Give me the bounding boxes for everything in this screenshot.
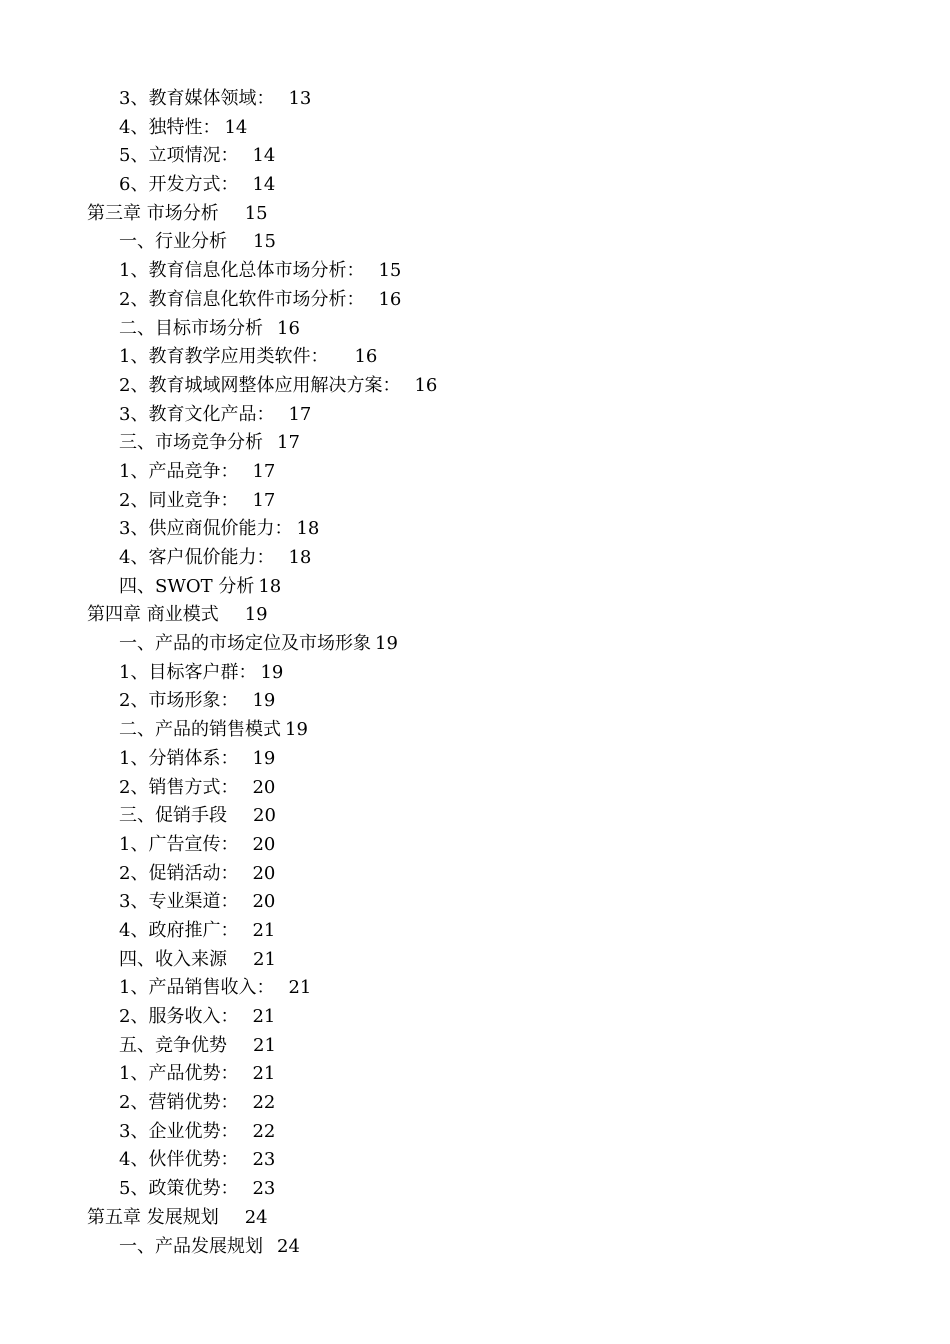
toc-entry-page-number: 21 (253, 948, 276, 970)
toc-entry-title: 2、教育城域网整体应用解决方案： (119, 374, 401, 396)
toc-entry-title: 四、收入来源 (119, 948, 227, 970)
toc-entry-title: 6、开发方式： (119, 174, 239, 196)
toc-entry-title: 2、同业竞争： (119, 489, 239, 511)
toc-entry-page-number: 14 (224, 116, 248, 138)
toc-entry-title: 一、产品发展规划 (119, 1235, 263, 1257)
toc-entry-page-number: 14 (252, 145, 276, 167)
toc-entry-page-number: 24 (277, 1235, 300, 1257)
toc-entry[interactable] (0, 315, 950, 344)
toc-entry-page-number: 19 (252, 690, 276, 712)
toc-entry-title: 1、教育信息化总体市场分析： (119, 260, 365, 282)
toc-entry-title: 一、产品的市场定位及市场形象 (119, 633, 371, 655)
toc-chapter-entry[interactable] (0, 200, 950, 229)
toc-entry-title: 2、市场形象： (119, 690, 239, 712)
toc-entry-title: 5、政策优势： (119, 1178, 239, 1200)
toc-entry-page-number: 15 (244, 202, 268, 224)
toc-entry[interactable] (0, 85, 950, 114)
toc-entry-title: 1、产品销售收入： (119, 977, 275, 999)
toc-entry[interactable] (0, 1060, 950, 1089)
toc-entry[interactable] (0, 974, 950, 1003)
toc-entry-title: 三、市场竞争分析 (119, 432, 263, 454)
toc-entry[interactable] (0, 774, 950, 803)
toc-entry[interactable] (0, 1032, 950, 1061)
toc-entry-page-number: 19 (252, 747, 276, 769)
toc-entry-title: 二、目标市场分析 (119, 317, 263, 339)
toc-entry[interactable] (0, 286, 950, 315)
toc-entry-page-number: 19 (285, 719, 308, 741)
toc-entry-page-number: 17 (252, 460, 276, 482)
toc-entry[interactable] (0, 544, 950, 573)
toc-entry[interactable] (0, 888, 950, 917)
toc-entry-title: 五、竞争优势 (119, 1034, 227, 1056)
toc-entry[interactable] (0, 401, 950, 430)
toc-entry-title: 1、产品竞争： (119, 460, 239, 482)
toc-entry-page-number: 21 (252, 1006, 276, 1027)
toc-entry-title: 3、专业渠道： (119, 891, 239, 913)
toc-entry[interactable] (0, 831, 950, 860)
toc-entry-page-number: 21 (252, 919, 276, 941)
toc-entry-page-number: 15 (378, 260, 402, 282)
toc-entry[interactable] (0, 142, 950, 171)
toc-entry-title: 一、行业分析 (119, 231, 227, 253)
toc-entry-title: 三、促销手段 (119, 805, 227, 827)
toc-entry[interactable] (0, 1175, 950, 1204)
toc-entry-title: 第五章 发展规划 (87, 1206, 219, 1228)
toc-entry-page-number: 19 (244, 604, 268, 626)
toc-entry-page-number: 18 (288, 547, 312, 568)
toc-entry-title: 2、销售方式： (119, 776, 239, 798)
toc-entry[interactable] (0, 917, 950, 946)
toc-entry-title: 3、企业优势： (119, 1120, 239, 1142)
toc-entry-title: 2、促销活动： (119, 862, 239, 884)
toc-entry-title: 3、教育文化产品： (119, 403, 275, 425)
toc-entry[interactable] (0, 487, 950, 516)
toc-entry-page-number: 22 (252, 1120, 276, 1142)
toc-entry-title: 2、服务收入： (119, 1006, 239, 1027)
toc-entry[interactable] (0, 372, 950, 401)
toc-entry-title: 1、分销体系： (119, 747, 239, 769)
toc-entry[interactable] (0, 745, 950, 774)
toc-entry[interactable] (0, 573, 950, 602)
toc-entry-title: 5、立项情况： (119, 145, 239, 167)
toc-entry-page-number: 17 (277, 432, 300, 454)
toc-entry[interactable] (0, 458, 950, 487)
toc-entry-title: 3、供应商侃价能力： (119, 518, 293, 540)
toc-entry-page-number: 20 (252, 891, 276, 913)
toc-entry-page-number: 14 (252, 174, 276, 196)
toc-entry[interactable] (0, 171, 950, 200)
toc-entry-page-number: 22 (252, 1092, 276, 1114)
toc-entry-page-number: 21 (288, 977, 312, 999)
toc-entry[interactable] (0, 114, 950, 143)
toc-entry[interactable] (0, 630, 950, 659)
toc-entry-title: 1、广告宣传： (119, 833, 239, 855)
toc-entry-title: 4、政府推广： (119, 919, 239, 941)
toc-entry-page-number: 17 (252, 489, 276, 511)
toc-entry-page-number: 13 (288, 88, 312, 109)
toc-entry[interactable] (0, 515, 950, 544)
toc-entry-page-number: 20 (252, 833, 276, 855)
toc-entry-page-number: 18 (296, 518, 320, 540)
toc-entry-title: 四、SWOT 分析 (119, 575, 255, 597)
toc-entry-title: 4、伙伴优势： (119, 1149, 239, 1171)
toc-entry-title: 1、目标客户群： (119, 661, 257, 683)
toc-entry[interactable] (0, 802, 950, 831)
toc-entry-page-number: 16 (414, 374, 438, 396)
toc-entry[interactable] (0, 1146, 950, 1175)
toc-entry[interactable] (0, 716, 950, 745)
toc-entry[interactable] (0, 343, 950, 372)
toc-entry-page-number: 16 (277, 317, 300, 339)
toc-entry-title: 第四章 商业模式 (87, 604, 219, 626)
toc-entry[interactable] (0, 687, 950, 716)
toc-entry-page-number: 21 (253, 1034, 276, 1056)
toc-entry[interactable] (0, 946, 950, 975)
toc-entry-page-number: 19 (260, 661, 284, 683)
toc-entry-title: 4、客户侃价能力： (119, 547, 275, 568)
toc-entry-page-number: 16 (378, 288, 402, 310)
toc-entry-page-number: 24 (244, 1206, 268, 1228)
toc-entry-title: 4、独特性： (119, 116, 221, 138)
toc-entry-page-number: 16 (354, 346, 378, 368)
toc-entry-title: 2、教育信息化软件市场分析： (119, 288, 365, 310)
table-of-contents (0, 85, 950, 1261)
toc-entry[interactable] (0, 1233, 950, 1262)
toc-entry[interactable] (0, 1003, 950, 1032)
toc-chapter-entry[interactable] (0, 601, 950, 630)
toc-entry[interactable] (0, 860, 950, 889)
toc-entry-page-number: 20 (253, 805, 276, 827)
toc-entry-page-number: 17 (288, 403, 312, 425)
toc-entry[interactable] (0, 429, 950, 458)
toc-entry[interactable] (0, 228, 950, 257)
toc-entry-title: 2、营销优势： (119, 1092, 239, 1114)
toc-entry-page-number: 21 (252, 1063, 276, 1085)
toc-entry-title: 1、产品优势： (119, 1063, 239, 1085)
toc-entry[interactable] (0, 257, 950, 286)
toc-entry[interactable] (0, 1089, 950, 1118)
toc-entry-title: 二、产品的销售模式 (119, 719, 281, 741)
toc-entry-title: 1、教育教学应用类软件： (119, 346, 329, 368)
toc-entry[interactable] (0, 659, 950, 688)
toc-entry-page-number: 15 (253, 231, 276, 253)
toc-entry-title: 第三章 市场分析 (87, 202, 219, 224)
toc-entry[interactable] (0, 1118, 950, 1147)
toc-entry-page-number: 23 (252, 1149, 276, 1171)
toc-entry-page-number: 18 (258, 575, 282, 597)
toc-chapter-entry[interactable] (0, 1204, 950, 1233)
toc-entry-title: 3、教育媒体领域： (119, 88, 275, 109)
toc-entry-page-number: 19 (375, 633, 398, 655)
toc-entry-page-number: 20 (252, 862, 276, 884)
toc-entry-page-number: 20 (252, 776, 276, 798)
toc-entry-page-number: 23 (252, 1178, 276, 1200)
